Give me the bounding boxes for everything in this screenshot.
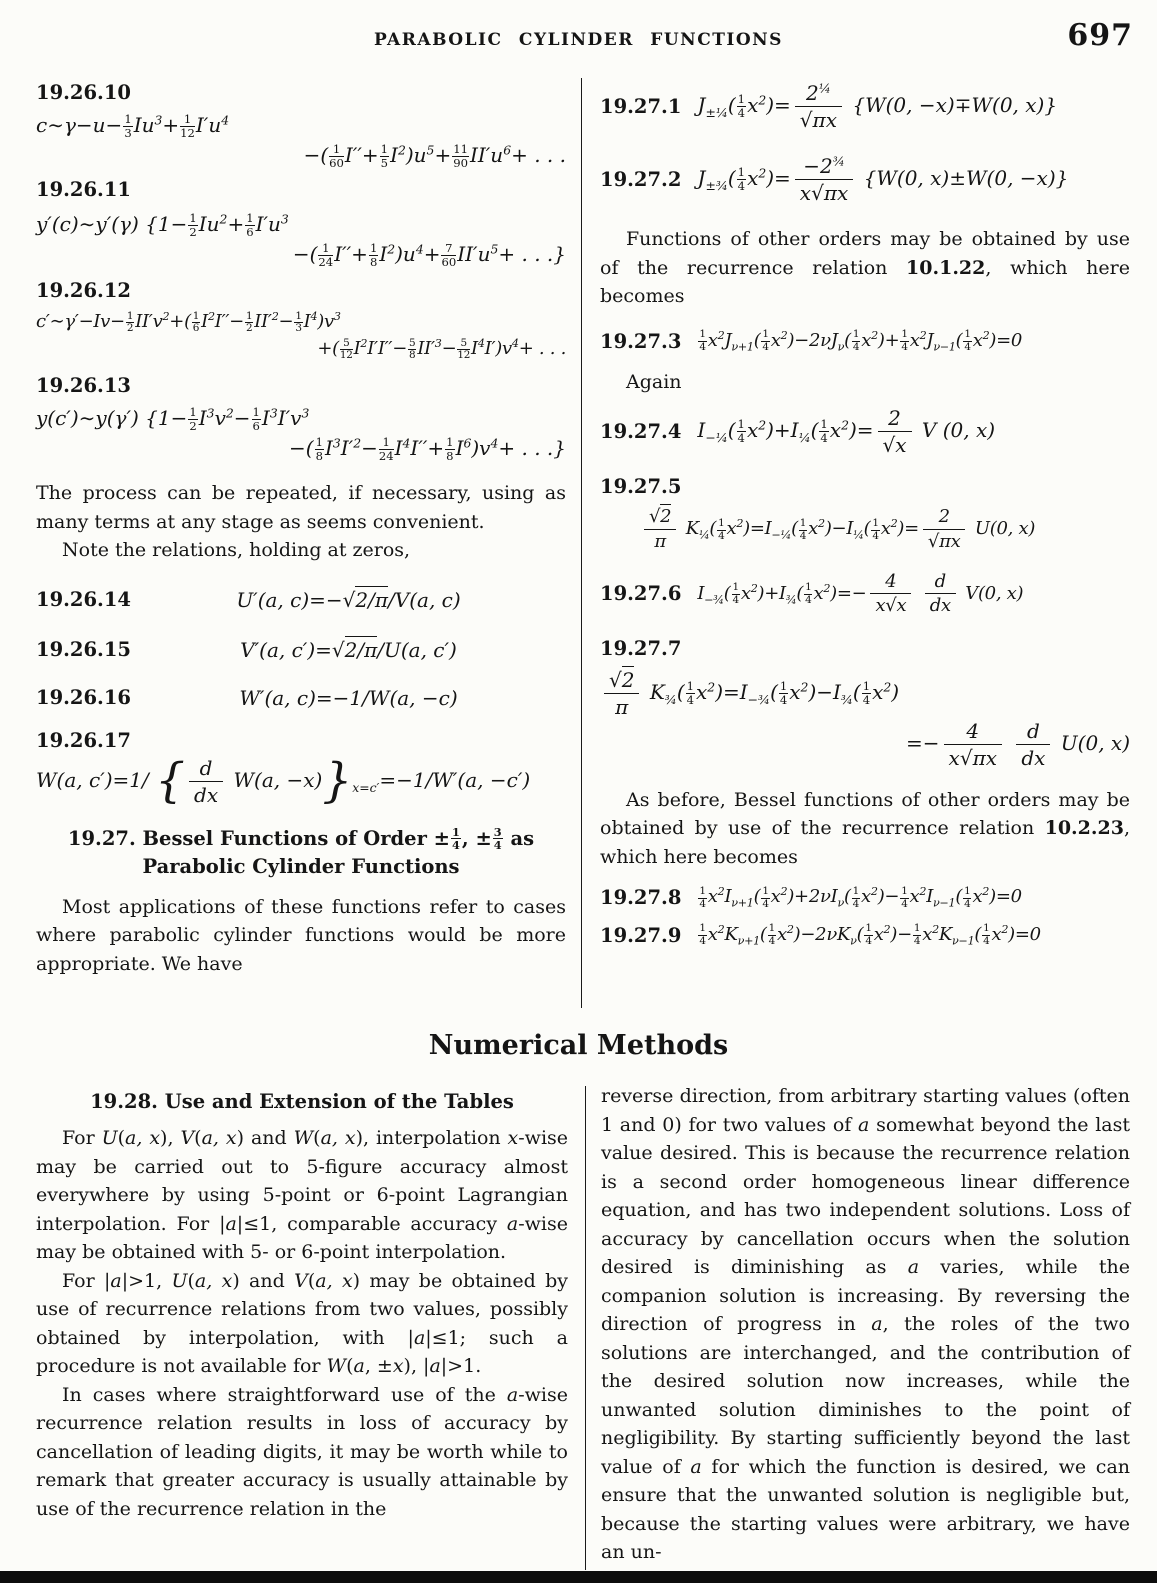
eq-19-26-13-line2: −( $\frac{1}{8}$ $I^3I'^2-$ $\frac{1}{24}$ $I^4I''+$ $\frac{1}{8}$ $I^6)v^4+$ . . .} [289,435,566,463]
eq-19-26-14 [36,585,566,615]
eq-19-27-9-formula: $\frac{1}{4}$ $x^2K_{\nu+1}$( $\frac{1}{4}$ $x^2)-2\nu K_\nu$( $\frac{1}{4}$ $x^2)-$ $\frac{1}{4}$ $x^2K_{\nu-1}$( $\frac{1}{4}$ $x^2)=0$ [699,922,1041,948]
eq-19-27-8-label: 19.27.8 [600,886,682,910]
column-divider-bottom [585,1086,586,1570]
eq-19-27-4 [600,406,1130,457]
eq-19-27-6-formula: $I_{-\frac{3}{4}}$( $\frac{1}{4}$ $x^2)+I_{\frac{3}{4}}$( $\frac{1}{4}$ $x^2)=-$ $\frac{4}{x√x}$ $\frac{d}{dx}$ V(0, x) [697,570,1024,617]
eq-19-27-2-label: 19.27.2 [600,168,682,191]
eq-19-26-10-line2: −( $\frac{1}{60}$ I′′+ $\frac{1}{5}$ $I^2)u^5+$ $\frac{11}{90}$ $II'u^6+$ . . . [303,141,566,170]
eq-19-26-13-label: 19.26.13 [36,374,131,398]
eq-19-26-10-line1: c∼γ−u− $\frac{1}{3}$ $Iu^3+$ $\frac{1}{12}$ $I'u^4$ [36,111,230,140]
eq-19-27-2 [600,154,1130,205]
page-number: 697 [1067,18,1133,53]
bottom-right-column [601,1082,1130,1567]
section-heading-19-27-line2: Parabolic Cylinder Functions [142,854,460,878]
eq-19-26-15 [36,635,566,665]
eq-19-27-1-label: 19.27.1 [600,95,682,118]
eq-19-27-3-label: 19.27.3 [600,329,682,353]
eq-19-26-17-label: 19.26.17 [36,728,131,752]
eq-19-27-9-label: 19.27.9 [600,923,682,947]
paragraph-process-repeated: The process can be repeated, if necessary, using as many terms at any stage as seems convenient. [36,482,566,533]
eq-19-26-14-formula: U′(a, c)=−√2/π/V(a, c) [236,587,461,612]
eq-19-26-11-line1: y′(c)∼y′(γ) {1− $\frac{1}{2}$ $Iu^2+$ $\frac{1}{6}$ $I'u^3$ [36,210,289,239]
paragraph-reverse-direction: reverse direction, from arbitrary starting values (often 1 and 0) for two values of a somewhat beyond the last value desired. This is because the recurrence relation is a second order homogeneous linear difference equation, and has two independent solutions. Loss of accuracy by cancellation occurs when the solution desired is diminishing as a varies, while the companion solution is increasing. By reversing the direction of progress in a, the roles of the two solutions are interchanged, and the contribution of the desired solution now increases, while the unwanted solution diminishes to the point of negligibility. By starting sufficiently beyond the last value of a for which the function is desired, we can ensure that the unwanted solution is negligible but, because the starting values were arbitrary, we have an un- [601,1085,1131,1563]
paragraph-interpolation: For U(a, x), V(a, x) and W(a, x), interpolation x-wise may be carried out to 5-figure accuracy almost everywhere by using 5-point or 6-point Lagrangian interpolation. For |a|≤1, comparable accuracy a-wise may be obtained with 5- or 6-point interpolation. [36,1127,569,1263]
eq-19-26-12-line1: c′∼γ′−Iv− $\frac{1}{2}$ $II'v^2+$( $\frac{1}{6}$ $I^2I''-$ $\frac{1}{2}$ $II'^2-$ $\frac{1}{3}$ $I^4)v^3$ [36,309,341,335]
eq-19-27-7-line2: =− $\frac{4}{x√\pi x}$ $\frac{d}{dx}$ U(0, x) [906,718,1130,770]
right-column [600,75,1130,950]
paragraph-loss-of-accuracy: In cases where straightforward use of the a-wise recurrence relation results in loss of accuracy by cancellation of leading digits, it may be worth while to remark that greater accuracy is usually attainable by use of the recurrence relation in the [36,1383,568,1520]
running-title: PARABOLIC CYLINDER FUNCTIONS [374,30,783,50]
eq-19-26-15-formula: V′(a, c′)=√2/π/U(a, c′) [240,637,457,662]
eq-19-27-6-label: 19.27.6 [600,582,682,606]
eq-19-26-16 [36,683,566,713]
paragraph-recurrence-from-two-values: For |a|>1, U(a, x) and V(a, x) may be obtained by use of recurrence relations from two values, possibly obtained by interpolation, with |a|≤1; such a procedure is not available for W(a, ±x), |a|>1. [36,1269,569,1377]
column-divider-top [581,78,582,1008]
section-heading-19-27-line1: 19.27. Bessel Functions of Order ± $\frac{1}{4}$ , ± $\frac{3}{4}$ as [67,824,535,853]
eq-19-27-9 [600,921,1130,950]
eq-19-27-3 [600,327,1130,356]
eq-19-27-4-formula: $I_{-\frac{1}{4}}$( $\frac{1}{4}$ $x^2)+I_{\frac{1}{4}}$( $\frac{1}{4}$ $x^2)=$ $\frac{2}{√x}$ V (0, x) [697,406,996,458]
eq-19-26-12-label: 19.26.12 [36,279,131,302]
paragraph-note-relations: Note the relations, holding at zeros, [62,539,411,562]
eq-19-27-8 [600,883,1130,912]
page-header [0,30,1157,50]
bottom-left-column [36,1088,568,1523]
eq-19-26-16-formula: W′(a, c)=−1/W(a, −c) [239,685,458,710]
eq-19-27-1-formula: $J_{\pm\frac{1}{4}}$( $\frac{1}{4}$ $x^2)=$ $\frac{2^{\frac{1}{4}}}{√\pi x}$ {W(0, −x)∓W(0, x)} [697,80,1058,132]
eq-19-27-4-label: 19.27.4 [600,420,682,444]
eq-19-27-3-formula: $\frac{1}{4}$ $x^2J_{\nu+1}$( $\frac{1}{4}$ $x^2)-2\nu J_\nu$( $\frac{1}{4}$ $x^2)+$ $\frac{1}{4}$ $x^2J_{\nu-1}$( $\frac{1}{4}$ $x^2)=0$ [699,328,1023,354]
section-heading-19-28: 19.28. Use and Extension of the Tables [90,1090,514,1113]
eq-19-27-7-label: 19.27.7 [600,636,682,660]
paragraph-again: Again [626,370,682,393]
eq-19-26-14-label: 19.26.14 [36,588,131,612]
eq-19-27-1 [600,81,1130,132]
left-column [36,75,566,978]
eq-19-27-6 [600,571,1130,617]
eq-19-26-16-label: 19.26.16 [36,686,131,710]
eq-19-26-15-label: 19.26.15 [36,638,131,662]
eq-19-27-8-formula: $\frac{1}{4}$ $x^2I_{\nu+1}$( $\frac{1}{4}$ $x^2)+2\nu I_\nu$( $\frac{1}{4}$ $x^2)-$ $\frac{1}{4}$ $x^2I_{\nu-1}$( $\frac{1}{4}$ $x^2)=0$ [699,884,1022,910]
eq-19-27-5-label: 19.27.5 [600,475,682,499]
eq-19-26-10-label: 19.26.10 [36,81,131,104]
eq-19-26-13-line1: y(c′)∼y(γ′) {1− $\frac{1}{2}$ $I^3v^2-$ $\frac{1}{6}$ $I^3I'v^3$ [36,405,310,433]
eq-19-27-7-line1: $\frac{√2}{\pi}$ $K_{\frac{3}{4}}$( $\frac{1}{4}$ $x^2)=I_{-\frac{3}{4}}$( $\frac{1}{4}$ $x^2)-I_{\frac{3}{4}}$( $\frac{1}{4}$ $x^2$) [600,668,1130,719]
eq-19-26-11-label: 19.26.11 [36,178,131,201]
section-heading-19-27 [36,825,566,881]
numerical-methods-heading: Numerical Methods [428,1030,729,1061]
page-bottom-scan-edge [0,1571,1157,1583]
eq-19-27-5-formula: $\frac{√2}{\pi}$ $K_{\frac{1}{4}}$( $\frac{1}{4}$ $x^2)=I_{-\frac{1}{4}}$( $\frac{1}{4}$ $x^2)-I_{\frac{1}{4}}$( $\frac{1}{4}$ $x^2)=$ $\frac{2}{√\pi x}$ U(0, x) [640,506,1130,552]
paragraph-as-before: As before, Bessel functions of other orders may be obtained by use of the recurrence relation 10.2.23, which here becomes [600,788,1130,868]
eq-19-27-2-formula: $J_{\pm\frac{3}{4}}$( $\frac{1}{4}$ $x^2)=$ $\frac{-2^{\frac{3}{4}}}{x√\pi x}$ {W(0, x)±W(0, −x)} [697,153,1069,205]
eq-19-26-17-formula: W(a, c′)=1/ { $\frac{d}{dx}$ W(a, $-x)\}_{x=c'}=-1/W'(a$, −c′) [36,753,531,809]
eq-19-26-11-line2: −( $\frac{1}{24}$ I′′+ $\frac{1}{8}$ $I^2)u^4+$ $\frac{7}{60}$ $II'u^5+$ . . .} [292,240,566,269]
eq-19-26-12-line2: +( $\frac{5}{12}$ $I^2I'I''-$ $\frac{5}{8}$ $II'^3-$ $\frac{5}{12}$ $I^4I')v^4+$ . . . [317,336,566,362]
paragraph-most-applications: Most applications of these functions refer to cases where parabolic cylinder functions would be more appropriate. We have [36,895,566,975]
paragraph-functions-other-orders: Functions of other orders may be obtained by use of the recurrence relation 10.1.22, which here becomes [600,228,1130,307]
